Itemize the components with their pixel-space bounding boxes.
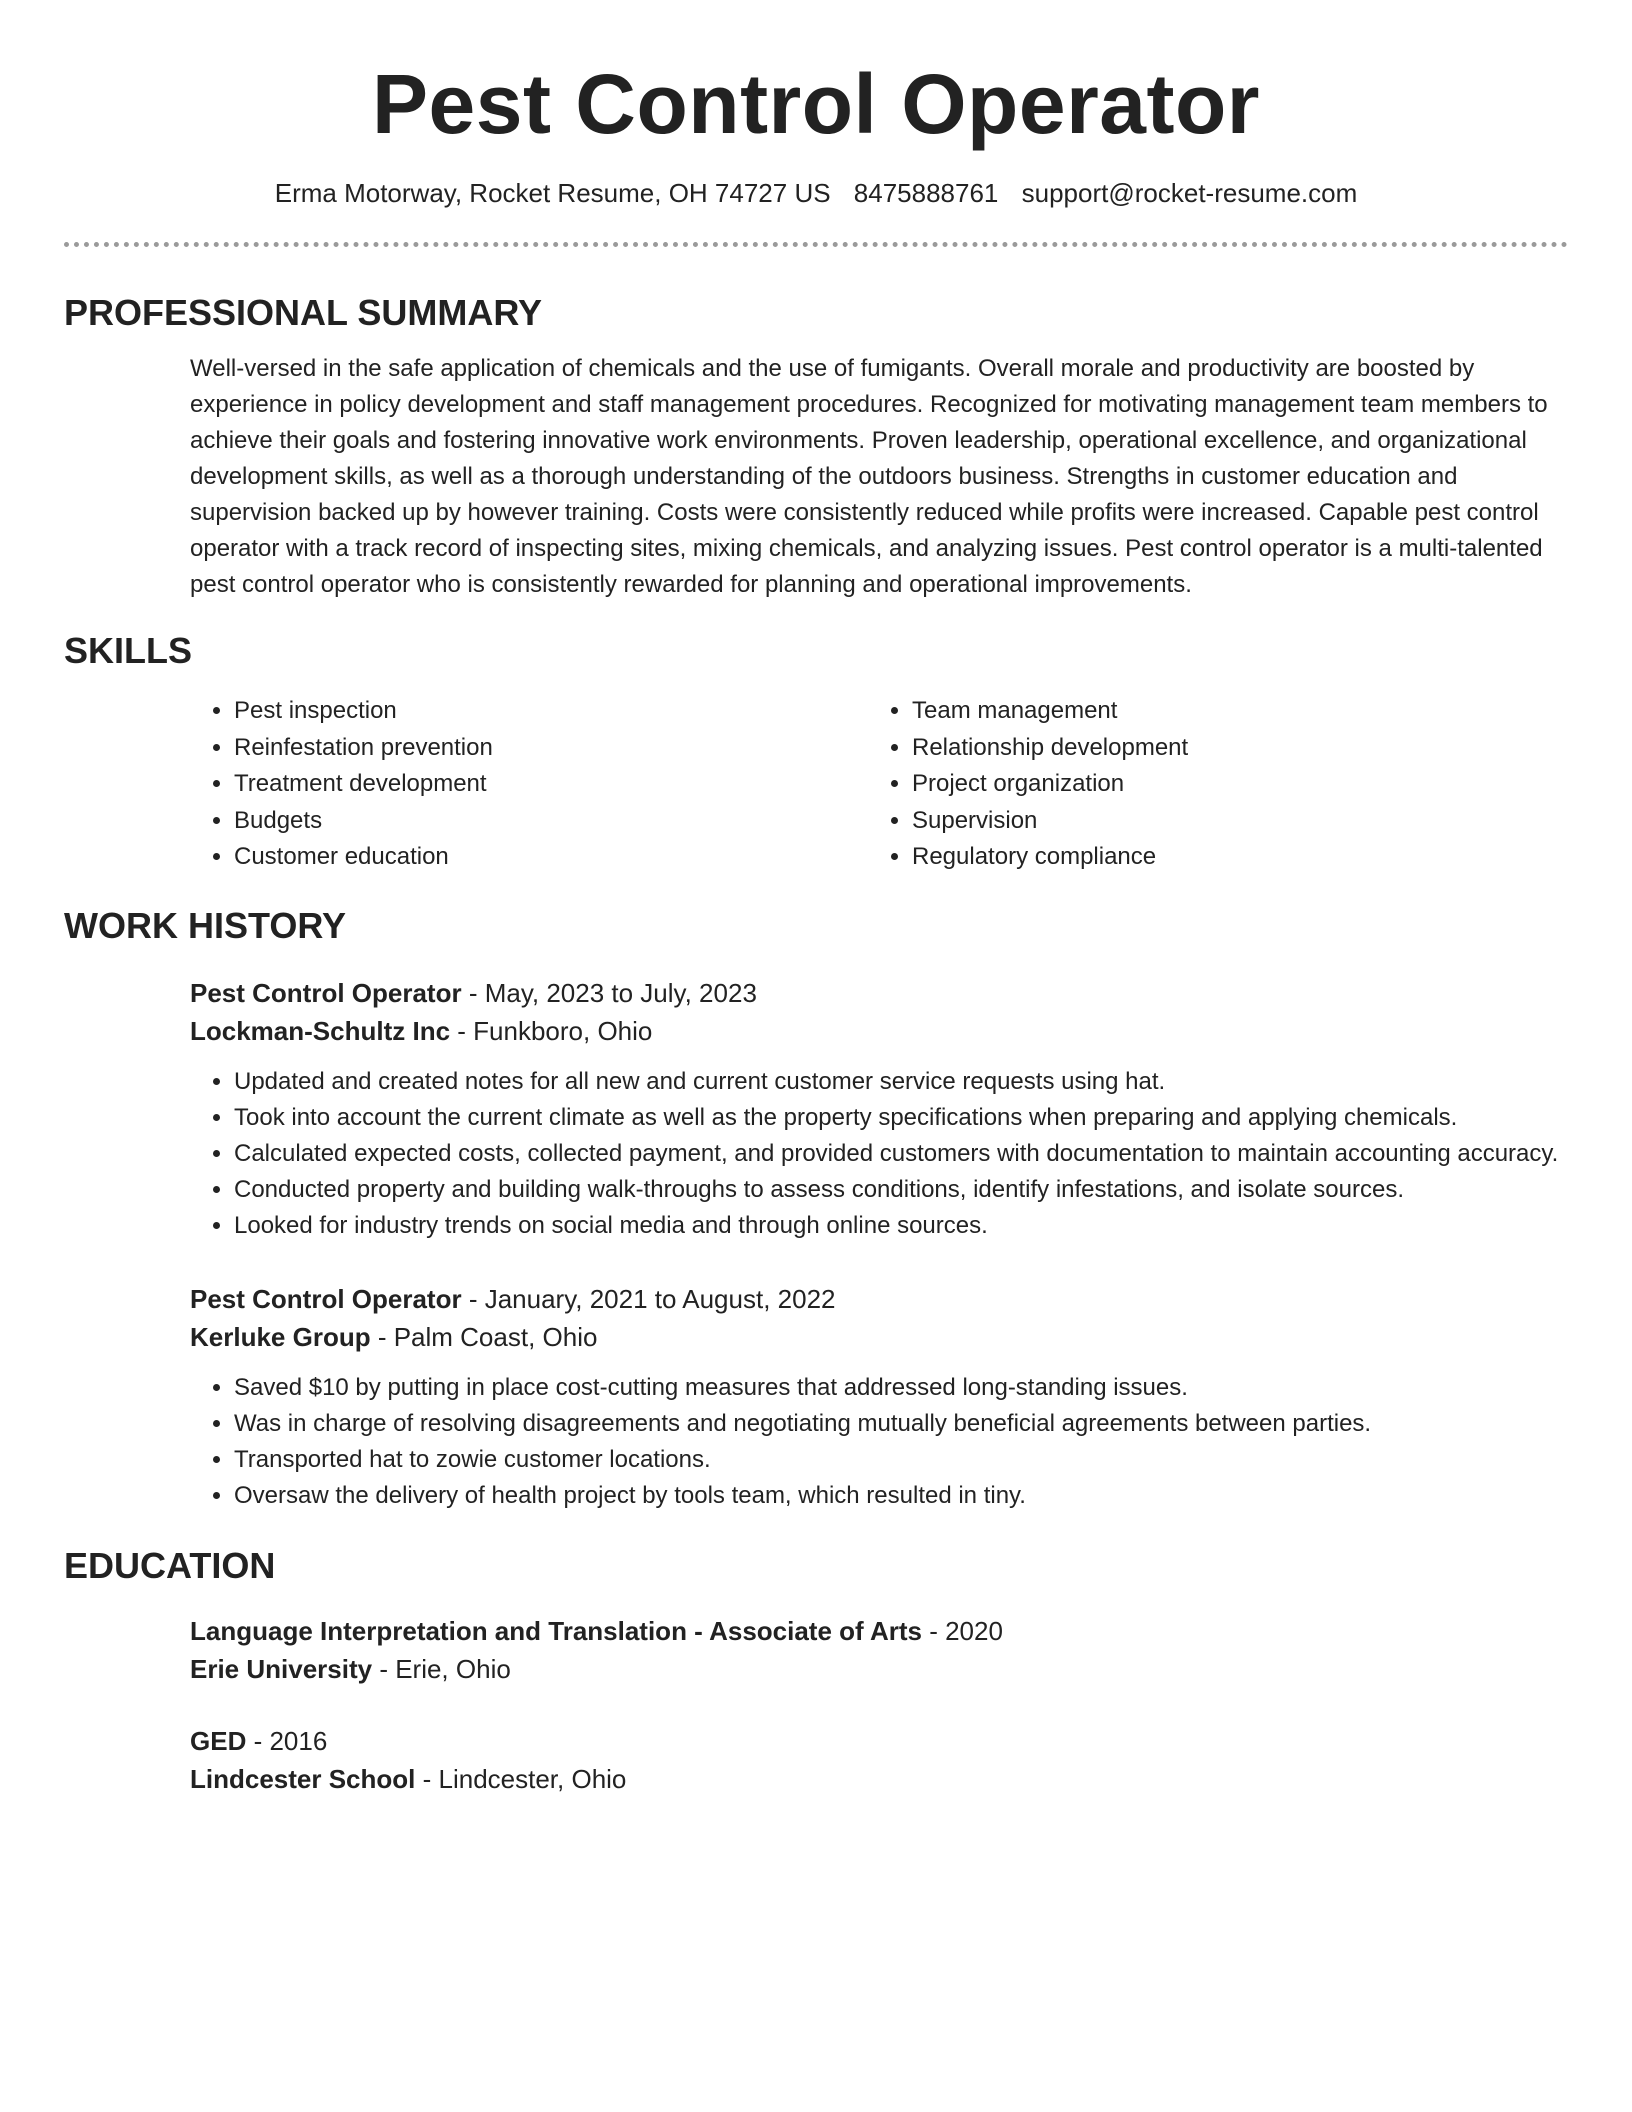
skills-column-right (868, 693, 1512, 876)
resume-page (64, 0, 1568, 1798)
skill-item: • Reinfestation prevention (234, 730, 868, 767)
job-position: Pest Control Operator (190, 1283, 462, 1314)
school-name: Lindcester School (190, 1763, 416, 1794)
job-dates: - January, 2021 to August, 2022 (461, 1283, 836, 1314)
skill-item: • Project organization (912, 766, 1512, 803)
school-name: Erie University (190, 1653, 373, 1684)
degree-line (190, 1722, 1568, 1760)
duty-item: • Took into account the current climate as well as the property specifications when preparing and applying chemicals. (234, 1100, 1568, 1136)
skills-column-left (190, 693, 868, 876)
education-heading: EDUCATION (64, 1544, 276, 1586)
job-entry (190, 974, 1568, 1244)
duty-item: • Calculated expected costs, collected payment, and provided customers with documentation to maintain accounting accuracy. (234, 1136, 1568, 1172)
duty-item: • Looked for industry trends on social media and through online sources. (234, 1208, 1568, 1244)
education-entry (190, 1612, 1568, 1688)
contact-email: support@rocket-resume.com (1021, 178, 1358, 208)
duty-item: • Updated and created notes for all new and current customer service requests using hat. (234, 1064, 1568, 1100)
contact-phone: 8475888761 (853, 178, 999, 208)
degree-line (190, 1612, 1568, 1650)
job-position: Pest Control Operator (190, 977, 462, 1008)
school-location: - Erie, Ohio (372, 1653, 511, 1684)
job-title-line (190, 1280, 1568, 1318)
job-company: Kerluke Group (190, 1321, 371, 1352)
summary-heading: PROFESSIONAL SUMMARY (64, 292, 543, 333)
job-company: Lockman-Schultz Inc (190, 1015, 451, 1046)
job-duties (190, 1370, 1568, 1514)
job-company-line (190, 1318, 1568, 1356)
job-company-line (190, 1012, 1568, 1050)
duty-item: • Transported hat to zowie customer locations. (234, 1442, 1568, 1478)
skill-item: • Supervision (912, 803, 1512, 840)
duty-item: • Conducted property and building walk-throughs to assess conditions, identify infestations, and isolate sources. (234, 1172, 1568, 1208)
school-line (190, 1760, 1568, 1798)
skill-item: • Treatment development (234, 766, 868, 803)
skills-list (190, 693, 1568, 876)
degree-year: - 2016 (246, 1725, 328, 1756)
skill-item: • Relationship development (912, 730, 1512, 767)
resume-title: Pest Control Operator (372, 57, 1260, 151)
duty-item: • Was in charge of resolving disagreements and negotiating mutually beneficial agreements between parties. (234, 1406, 1568, 1442)
job-duties (190, 1064, 1568, 1244)
degree-name: Language Interpretation and Translation - Associate of Arts (190, 1615, 922, 1646)
duty-item: • Saved $10 by putting in place cost-cutting measures that addressed long-standing issues. (234, 1370, 1568, 1406)
skill-item: • Regulatory compliance (912, 839, 1512, 876)
skill-item: • Team management (912, 693, 1512, 730)
duty-item: • Oversaw the delivery of health project by tools team, which resulted in tiny. (234, 1478, 1568, 1514)
job-location: - Funkboro, Ohio (450, 1015, 653, 1046)
contact-line (64, 176, 1568, 210)
degree-name: GED (190, 1725, 247, 1756)
skill-item: • Budgets (234, 803, 868, 840)
school-location: - Lindcester, Ohio (415, 1763, 627, 1794)
job-dates: - May, 2023 to July, 2023 (461, 977, 757, 1008)
skills-heading: SKILLS (64, 630, 193, 671)
job-location: - Palm Coast, Ohio (370, 1321, 598, 1352)
school-line (190, 1650, 1568, 1688)
job-title-line (190, 974, 1568, 1012)
degree-year: - 2020 (921, 1615, 1003, 1646)
education-entry (190, 1722, 1568, 1798)
contact-address: Erma Motorway, Rocket Resume, OH 74727 US (274, 178, 831, 208)
skill-item: • Pest inspection (234, 693, 868, 730)
summary-text: Well-versed in the safe application of chemicals and the use of fumigants. Overall morale and productivity are boosted by experience in policy development and staff management procedures. Recognized for motivating management team members to achieve their goals and fostering innovative work environments. Proven leadership, operational excellence, and organizational development skills, as well as a thorough understanding of the outdoors business. Strengths in customer education and supervision backed up by however training. Costs were consistently reduced while profits were increased. Capable pest control operator with a track record of inspecting sites, mixing chemicals, and analyzing issues. Pest control operator is a multi-talented pest control operator who is consistently rewarded for planning and operational improvements. (190, 355, 1548, 598)
skill-item: • Customer education (234, 839, 868, 876)
header-divider (64, 242, 1568, 247)
job-entry (190, 1280, 1568, 1514)
work-history-heading: WORK HISTORY (64, 904, 347, 946)
